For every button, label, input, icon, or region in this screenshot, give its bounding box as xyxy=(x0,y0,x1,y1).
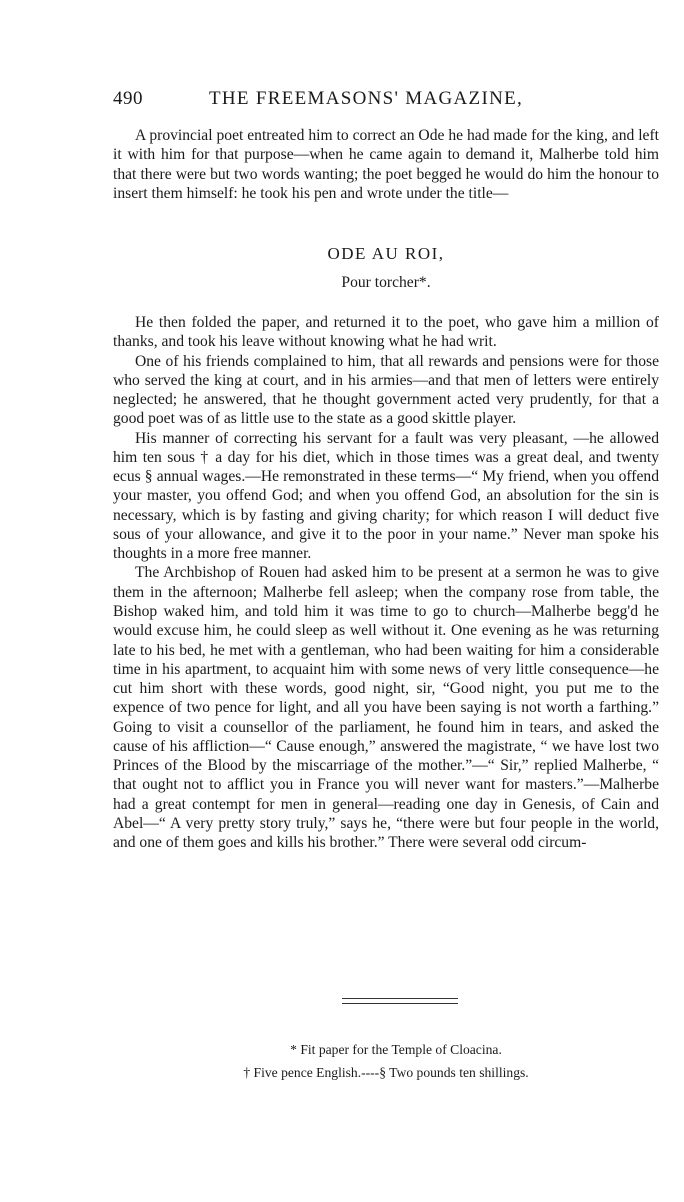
paragraph: He then folded the paper, and returned it to the poet, who gave him a million of thanks, and took his leave without knowing what he had writ. xyxy=(113,314,659,351)
ode-title: ODE AU ROI, xyxy=(327,244,445,263)
footnote-rule-bottom xyxy=(342,1003,458,1004)
footnote-rule-top xyxy=(342,998,458,999)
page-header xyxy=(113,88,659,118)
paragraph: The Archbishop of Rouen had asked him to be present at a sermon he was to give them in the afternoon; Malherbe fell asleep; when the company rose from table, the Bishop waked him, and told him it was time to go to church—Malherbe begg'd he would excuse him, he could sleep as well without it. One evening as he was returning late to his bed, he met with a gentleman, who had been waiting for him a considerable time in his apartment, to acquaint him with some news of very little consequence—he cut him short with these words, good night, sir, “Good night, you put me to the expence of two pence for light, and all you have been saying is not worth a farthing.” Going to visit a counsellor of the parliament, he found him in tears, and asked the cause of his affliction—“ Cause enough,” answered the magistrate, “ we have lost two Princes of the Blood by the miscarriage of the mother.”—“ Sir,” replied Malherbe, “ that ought not to afflict you in France you will never want for masters.”—Malherbe had a great contempt for men in general—reading one day in Genesis, of Cain and Abel—“ A very pretty story truly,” says he, “there were but four people in the world, and one of them goes and kills his brother.” There were several odd circum- xyxy=(113,564,659,852)
footnote-currency: † Five pence English.----§ Two pounds ten shillings. xyxy=(243,1065,529,1080)
paragraph: One of his friends complained to him, that all rewards and pensions were for those who served the king at court, and in his armies—and that men of letters were entirely neglected; he answered, that he thought government acted very prudently, for that a good poet was of as little use to the state as a good skittle player. xyxy=(113,352,659,428)
footnote-cloacina: * Fit paper for the Temple of Cloacina. xyxy=(290,1042,502,1057)
footnotes xyxy=(113,1038,659,1084)
intro-section xyxy=(113,126,659,203)
running-head: THE FREEMASONS' MAGAZINE, xyxy=(209,88,524,109)
page-number: 490 xyxy=(113,88,143,109)
paragraph: His manner of correcting his servant for a fault was very pleasant, —he allowed him ten sous † a day for his diet, which in those times was a great deal, and twenty ecus § annual wages.—He remonstrated in these terms—“ My friend, when you offend your master, you offend God; and when you offend God, an absolution for the sin is necessary, which is by fasting and giving charity; for which reason I will deduct five sous of your allowance, and give it to the poor in your name.” Never man spoke his thoughts in a more free manner. xyxy=(113,429,659,563)
ode-subtitle: Pour torcher*. xyxy=(341,274,431,291)
main-text xyxy=(113,313,659,852)
intro-paragraph: A provincial poet entreated him to correct an Ode he had made for the king, and left it with him for that purpose—when he came again to demand it, Malherbe told him that there were but two words wanting; the poet begged he would do him the honour to insert them himself: he took his pen and wrote under the title— xyxy=(113,127,659,202)
